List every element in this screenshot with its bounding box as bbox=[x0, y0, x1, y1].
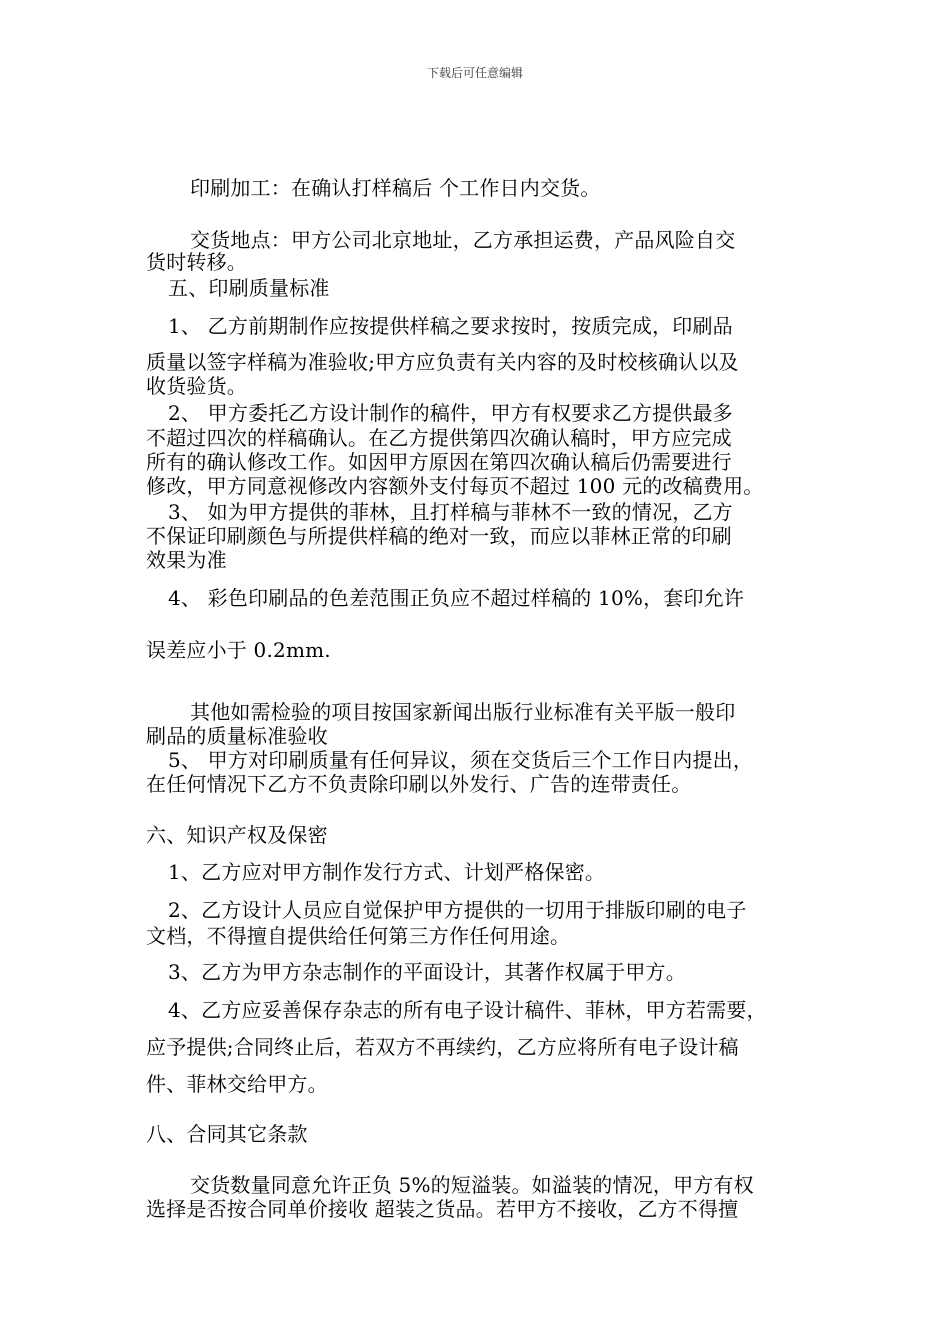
text-line: 选择是否按合同单价接收 超装之货品。若甲方不接收，乙方不得擅 bbox=[146, 1197, 739, 1221]
text-line: 印刷加工：在确认打样稿后 个工作日内交货。 bbox=[190, 176, 601, 200]
text-line: 不保证印刷颜色与所提供样稿的绝对一致，而应以菲林正常的印刷 bbox=[146, 524, 732, 548]
text-line: 应予提供;合同终止后，若双方不再续约，乙方应将所有电子设计稿 bbox=[146, 1035, 739, 1059]
text-line: 4、乙方应妥善保存杂志的所有电子设计稿件、菲林，甲方若需要， bbox=[168, 998, 767, 1022]
text-line: 所有的确认修改工作。如因甲方原因在第四次确认稿后仍需要进行 bbox=[146, 450, 732, 474]
text-line: 货时转移。 bbox=[146, 250, 247, 274]
section-heading: 六、知识产权及保密 bbox=[146, 823, 328, 847]
text-line: 交货地点：甲方公司北京地址，乙方承担运费，产品风险自交 bbox=[190, 228, 736, 252]
text-line: 误差应小于 0.2mm. bbox=[146, 638, 331, 662]
text-line: 质量以签字样稿为准验收;甲方应负责有关内容的及时校核确认以及 bbox=[146, 350, 739, 374]
text-line: 修改，甲方同意视修改内容额外支付每页不超过 100 元的改稿费用。 bbox=[146, 474, 764, 498]
text-line: 不超过四次的样稿确认。在乙方提供第四次确认稿时，甲方应完成 bbox=[146, 426, 732, 450]
text-line: 3、 如为甲方提供的菲林，且打样稿与菲林不一致的情况，乙方 bbox=[168, 500, 733, 524]
text-line: 刷品的质量标准验收 bbox=[146, 724, 328, 748]
text-line: 收货验货。 bbox=[146, 374, 247, 398]
text-line: 2、 甲方委托乙方设计制作的稿件，甲方有权要求乙方提供最多 bbox=[168, 401, 733, 425]
text-line: 文档，不得擅自提供给任何第三方作任何用途。 bbox=[146, 924, 571, 948]
text-line: 2、乙方设计人员应自觉保护甲方提供的一切用于排版印刷的电子 bbox=[168, 898, 747, 922]
text-line: 4、 彩色印刷品的色差范围正负应不超过样稿的 10%，套印允许 bbox=[168, 586, 745, 610]
text-line: 效果为准 bbox=[146, 548, 227, 572]
text-line: 在任何情况下乙方不负责除印刷以外发行、广告的连带责任。 bbox=[146, 772, 692, 796]
text-line: 件、菲林交给甲方。 bbox=[146, 1072, 328, 1096]
text-line: 3、乙方为甲方杂志制作的平面设计，其著作权属于甲方。 bbox=[168, 960, 686, 984]
text-line: 1、 乙方前期制作应按提供样稿之要求按时，按质完成，印刷品 bbox=[168, 314, 733, 338]
text-line: 1、乙方应对甲方制作发行方式、计划严格保密。 bbox=[168, 860, 606, 884]
section-heading: 五、印刷质量标准 bbox=[168, 276, 330, 300]
page-header: 下载后可任意编辑 bbox=[426, 66, 523, 80]
section-heading: 八、合同其它条款 bbox=[146, 1122, 308, 1146]
text-line: 交货数量同意允许正负 5%的短溢装。如溢装的情况，甲方有权 bbox=[190, 1173, 754, 1197]
text-line: 其他如需检验的项目按国家新闻出版行业标准有关平版一般印 bbox=[190, 700, 736, 724]
text-line: 5、 甲方对印刷质量有任何异议，须在交货后三个工作日内提出， bbox=[168, 748, 754, 772]
